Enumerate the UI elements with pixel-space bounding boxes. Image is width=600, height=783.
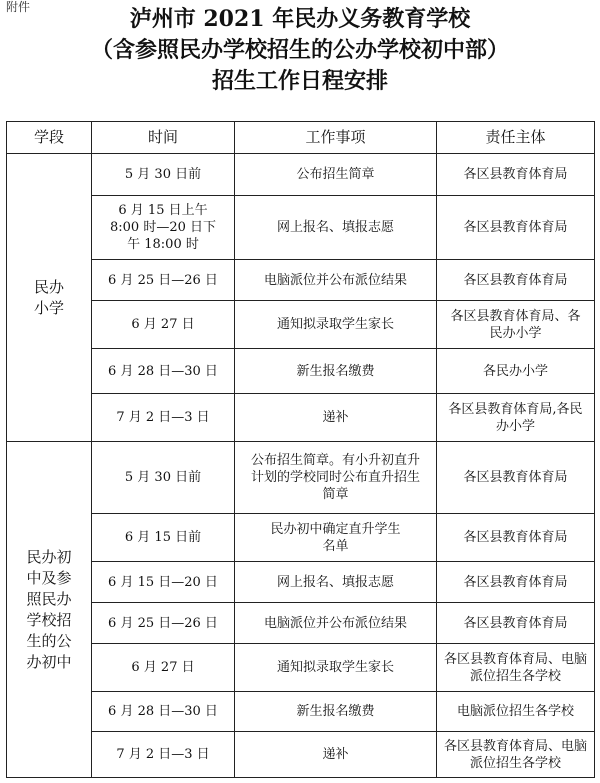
table-row — [7, 562, 595, 603]
time-cell: 6 月 27 日 — [92, 301, 235, 349]
task-cell: 公布招生简章。有小升初直升计划的学校同时公布直升招生简章 — [235, 442, 437, 514]
owner-cell: 各区县教育体育局、电脑派位招生各学校 — [437, 732, 595, 778]
time-cell: 6 月 15 日—20 日 — [92, 562, 235, 603]
header-time: 时间 — [92, 122, 235, 154]
table-header-row — [7, 122, 595, 154]
owner-cell: 电脑派位招生各学校 — [437, 692, 595, 732]
title-line-2: （含参照民办学校招生的公办学校初中部） — [90, 37, 509, 63]
task-cell: 新生报名缴费 — [235, 692, 437, 732]
time-cell: 7 月 2 日—3 日 — [92, 732, 235, 778]
time-cell: 5 月 30 日前 — [92, 154, 235, 196]
stage-cell-primary: 民办小学 — [7, 154, 92, 442]
table-row — [7, 260, 595, 301]
header-task: 工作事项 — [235, 122, 437, 154]
time-cell: 6 月 28 日—30 日 — [92, 692, 235, 732]
table-row — [7, 603, 595, 644]
table-row — [7, 196, 595, 260]
owner-cell: 各区县教育体育局 — [437, 154, 595, 196]
owner-cell: 各区县教育体育局、电脑派位招生各学校 — [437, 644, 595, 692]
task-cell: 递补 — [235, 732, 437, 778]
title-line-1: 泸州市 2021 年民办义务教育学校 — [129, 6, 471, 32]
table-row — [7, 692, 595, 732]
table-row — [7, 514, 595, 562]
stage-cell-junior: 民办初中及参照民办学校招生的公办初中 — [7, 442, 92, 778]
time-cell: 6 月 27 日 — [92, 644, 235, 692]
time-cell: 6 月 15 日前 — [92, 514, 235, 562]
time-cell: 6 月 25 日—26 日 — [92, 260, 235, 301]
document-title — [0, 4, 600, 97]
header-owner: 责任主体 — [437, 122, 595, 154]
owner-cell: 各民办小学 — [437, 349, 595, 394]
task-cell: 网上报名、填报志愿 — [235, 196, 437, 260]
time-cell: 5 月 30 日前 — [92, 442, 235, 514]
task-cell: 新生报名缴费 — [235, 349, 437, 394]
attachment-label: 附件 — [6, 0, 31, 14]
task-cell: 通知拟录取学生家长 — [235, 644, 437, 692]
task-cell: 电脑派位并公布派位结果 — [235, 260, 437, 301]
table-row — [7, 644, 595, 692]
task-cell: 公布招生简章 — [235, 154, 437, 196]
owner-cell: 各区县教育体育局 — [437, 442, 595, 514]
schedule-table — [6, 121, 595, 778]
owner-cell: 各区县教育体育局 — [437, 514, 595, 562]
task-cell: 通知拟录取学生家长 — [235, 301, 437, 349]
time-cell: 6 月 15 日上午 8:00 时—20 日下午 18:00 时 — [92, 196, 235, 260]
time-cell: 6 月 28 日—30 日 — [92, 349, 235, 394]
table-row — [7, 394, 595, 442]
task-cell: 递补 — [235, 394, 437, 442]
table-row — [7, 154, 595, 196]
task-cell: 网上报名、填报志愿 — [235, 562, 437, 603]
title-line-3: 招生工作日程安排 — [211, 68, 388, 94]
time-cell: 6 月 25 日—26 日 — [92, 603, 235, 644]
owner-cell: 各区县教育体育局,各民办小学 — [437, 394, 595, 442]
owner-cell: 各区县教育体育局 — [437, 260, 595, 301]
header-stage: 学段 — [7, 122, 92, 154]
owner-cell: 各区县教育体育局 — [437, 562, 595, 603]
table-row — [7, 349, 595, 394]
owner-cell: 各区县教育体育局 — [437, 196, 595, 260]
table-row — [7, 732, 595, 778]
task-cell: 电脑派位并公布派位结果 — [235, 603, 437, 644]
time-cell: 7 月 2 日—3 日 — [92, 394, 235, 442]
table-row — [7, 442, 595, 514]
owner-cell: 各区县教育体育局 — [437, 603, 595, 644]
owner-cell: 各区县教育体育局、各民办小学 — [437, 301, 595, 349]
table-row — [7, 301, 595, 349]
task-cell: 民办初中确定直升学生名单 — [235, 514, 437, 562]
